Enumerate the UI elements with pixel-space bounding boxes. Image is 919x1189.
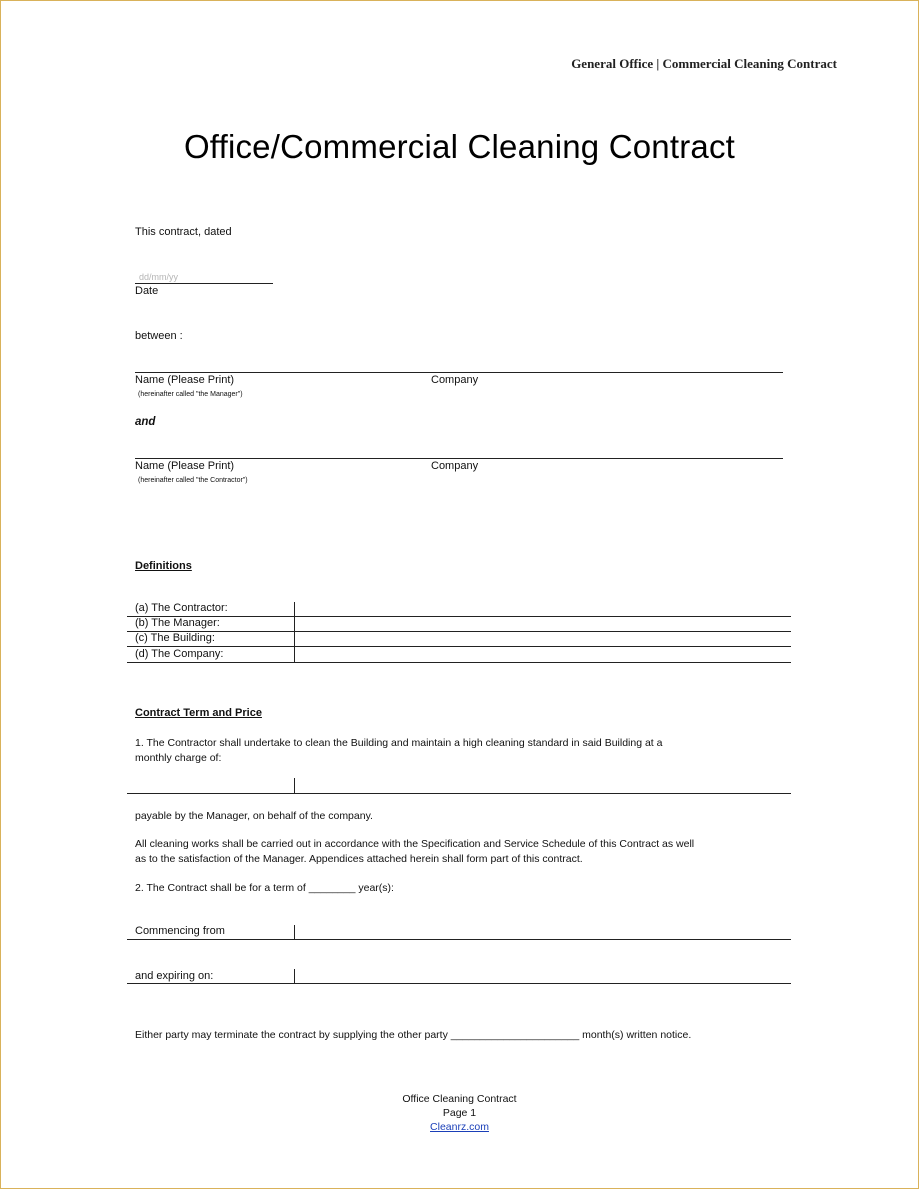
payable-text: payable by the Manager, on behalf of the company. (135, 810, 373, 822)
date-placeholder[interactable]: dd/mm/yy (139, 272, 179, 282)
footer-page-number: Page 1 (442, 1107, 477, 1119)
between-label: between : (135, 330, 183, 342)
date-line (135, 283, 273, 284)
clause1-line1: 1. The Contractor shall undertake to clean the Building and maintain a high cleaning standard in said Building at a (135, 737, 663, 749)
definition-manager: (b) The Manager: (135, 617, 220, 629)
date-label: Date (135, 285, 159, 297)
party2-signature-line[interactable] (135, 458, 783, 459)
definition-line[interactable] (127, 616, 791, 617)
definition-line[interactable] (127, 662, 791, 663)
footer-title: Office Cleaning Contract (402, 1093, 517, 1105)
definition-line[interactable] (127, 646, 791, 647)
expiring-label: and expiring on: (135, 970, 214, 982)
party2-name-label: Name (Please Print) (135, 460, 235, 472)
commencing-label: Commencing from (135, 925, 225, 937)
document-title: Office/Commercial Cleaning Contract (183, 128, 736, 165)
party1-note: (hereinafter called "the Manager") (138, 391, 243, 398)
contract-term-heading: Contract Term and Price (135, 707, 262, 719)
definition-company: (d) The Company: (135, 648, 224, 660)
terminate-text: Either party may terminate the contract by supplying the other party ______________________ month(s) written notice. (135, 1029, 692, 1041)
definition-contractor: (a) The Contractor: (135, 602, 228, 614)
running-header: General Office | Commercial Cleaning Contract (571, 56, 837, 71)
commencing-line[interactable] (127, 939, 791, 940)
contract-dated-text: This contract, dated (135, 226, 232, 238)
definition-line[interactable] (127, 631, 791, 632)
party1-company-label: Company (431, 374, 479, 386)
monthly-charge-line[interactable] (127, 793, 791, 794)
clause1-line2: monthly charge of: (135, 752, 222, 764)
footer-link[interactable]: Cleanrz.com (430, 1121, 489, 1133)
commencing-divider (294, 925, 295, 939)
party2-company-label: Company (431, 460, 479, 472)
party1-signature-line[interactable] (135, 372, 783, 373)
and-label: and (135, 416, 156, 428)
definition-building: (c) The Building: (135, 632, 215, 644)
party1-name-label: Name (Please Print) (135, 374, 235, 386)
definitions-divider (294, 602, 295, 662)
charge-divider (294, 778, 295, 793)
all-cleaning-line2: as to the satisfaction of the Manager. Appendices attached herein shall form part of this contract. (135, 853, 583, 865)
party2-note: (hereinafter called "the Contractor") (138, 477, 248, 484)
expiring-divider (294, 969, 295, 983)
definitions-heading: Definitions (135, 560, 192, 572)
page-footer (0, 1092, 919, 1134)
all-cleaning-line1: All cleaning works shall be carried out in accordance with the Specification and Service Schedule of this Contract as well (135, 838, 695, 850)
expiring-line[interactable] (127, 983, 791, 984)
clause2-text: 2. The Contract shall be for a term of ________ year(s): (135, 882, 394, 894)
